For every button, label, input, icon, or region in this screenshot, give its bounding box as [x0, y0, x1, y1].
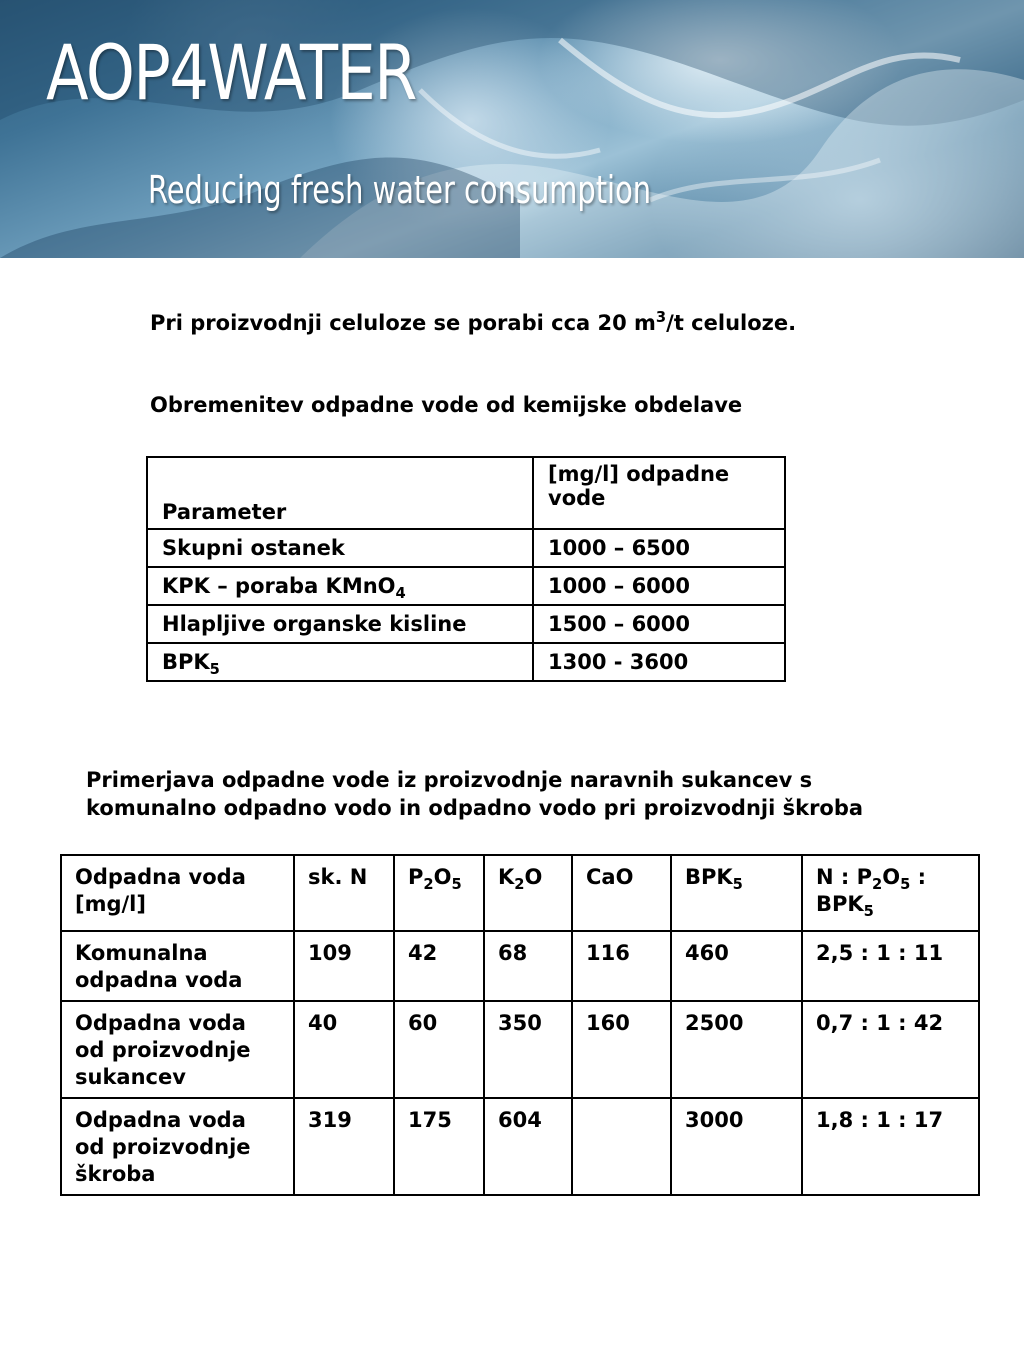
- intro-text: Pri proizvodnji celuloze se porabi cca 20 $m^3/t$ celuloze.: [150, 308, 797, 335]
- water-type: Komunalna odpadna voda: [61, 931, 294, 1001]
- cell-cao: 116: [572, 931, 671, 1001]
- cell-bpk5: 2500: [671, 1001, 802, 1098]
- parameter-name: Hlapljive organske kisline: [162, 612, 467, 636]
- cell-k2o: 604: [484, 1098, 572, 1195]
- parameter-name: Skupni ostanek: [162, 536, 345, 560]
- water-type: Odpadna voda od proizvodnje sukancev: [61, 1001, 294, 1098]
- cell-skn: 319: [294, 1098, 394, 1195]
- parameter-value: 1500 – 6000: [533, 605, 785, 643]
- cell-k2o: 350: [484, 1001, 572, 1098]
- header-k2o: $K_2O$: [484, 855, 572, 931]
- cell-skn: 40: [294, 1001, 394, 1098]
- parameter-value: 1300 - 3600: [533, 643, 785, 681]
- header-ratio: N : $P_2O_5$ : $BPK_5$: [802, 855, 979, 931]
- table-row: KPK – poraba KMnO$_4$ 1000 – 6000: [147, 567, 785, 605]
- parameter-value: 1000 – 6000: [533, 567, 785, 605]
- header-water: Odpadna voda [mg/l]: [61, 855, 294, 931]
- table-header-row: [61, 855, 979, 931]
- header-bpk5: $BPK_5$: [671, 855, 802, 931]
- cell-bpk5: 460: [671, 931, 802, 1001]
- wastewater-comparison-table: [60, 854, 980, 1196]
- table-row: [61, 1098, 979, 1195]
- table-row: [61, 1001, 979, 1098]
- parameter-name: BPK: [162, 650, 210, 674]
- cell-bpk5: 3000: [671, 1098, 802, 1195]
- cell-p2o5: 175: [394, 1098, 484, 1195]
- water-type: Odpadna voda od proizvodnje škroba: [61, 1098, 294, 1195]
- header-value: [mg/l] odpadne vode: [533, 457, 785, 529]
- header-p2o5: $P_2O_5$: [394, 855, 484, 931]
- table2-heading: Primerjava odpadne vode iz proizvodnje naravnih sukancev s komunalno odpadno vodo in odpadno vodo pri proizvodnji škroba: [86, 768, 864, 820]
- cell-ratio: 1,8 : 1 : 17: [802, 1098, 979, 1195]
- table1-heading: Obremenitev odpadne vode od kemijske obdelave: [150, 393, 743, 417]
- header-banner: [0, 0, 1024, 258]
- logo-text: AOP4WATER: [46, 28, 416, 117]
- table-header-row: [147, 457, 785, 529]
- parameter-name: KPK – poraba KMnO: [162, 574, 396, 598]
- table-row: $BPK_5$ 1300 - 3600: [147, 643, 785, 681]
- cell-cao: 160: [572, 1001, 671, 1098]
- parameter-value: 1000 – 6500: [533, 529, 785, 567]
- cell-ratio: 0,7 : 1 : 42: [802, 1001, 979, 1098]
- cell-skn: 109: [294, 931, 394, 1001]
- cell-k2o: 68: [484, 931, 572, 1001]
- cell-ratio: 2,5 : 1 : 11: [802, 931, 979, 1001]
- cell-cao: [572, 1098, 671, 1195]
- table-row: [147, 605, 785, 643]
- wastewater-load-table: [146, 456, 786, 682]
- cell-p2o5: 42: [394, 931, 484, 1001]
- tagline: Reducing fresh water consumption: [148, 168, 652, 212]
- header-skn: sk. N: [294, 855, 394, 931]
- header-cao: CaO: [572, 855, 671, 931]
- table-row: [61, 931, 979, 1001]
- table-row: [147, 529, 785, 567]
- header-parameter: Parameter: [147, 457, 533, 529]
- cell-p2o5: 60: [394, 1001, 484, 1098]
